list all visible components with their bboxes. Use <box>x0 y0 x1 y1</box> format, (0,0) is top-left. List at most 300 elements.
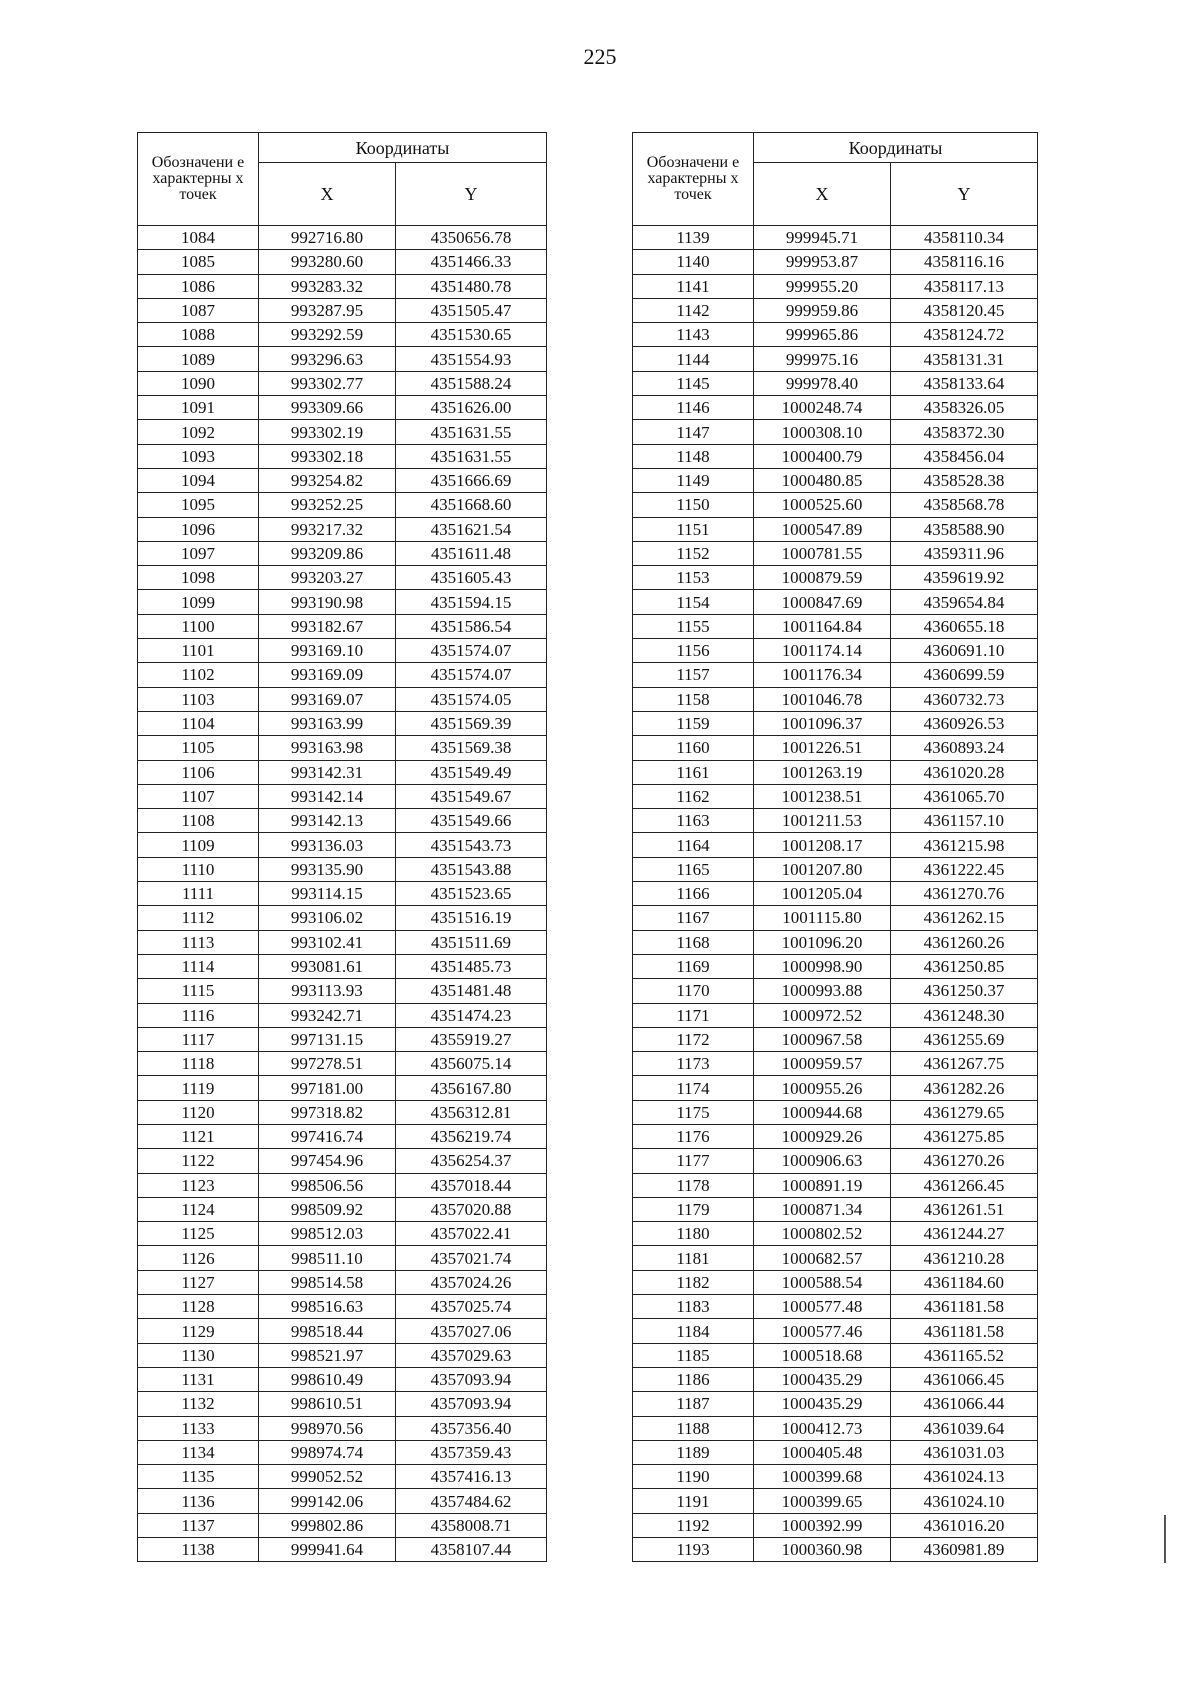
y-coordinate-cell: 4356167.80 <box>396 1076 547 1100</box>
x-coordinate-cell: 1001208.17 <box>754 833 891 857</box>
y-coordinate-cell: 4359311.96 <box>891 541 1038 565</box>
table-row <box>633 566 1038 590</box>
point-id-cell: 1171 <box>633 1003 754 1027</box>
point-id-cell: 1141 <box>633 274 754 298</box>
y-coordinate-cell: 4357356.40 <box>396 1416 547 1440</box>
x-coordinate-cell: 997454.96 <box>259 1149 396 1173</box>
x-coordinate-cell: 1001164.84 <box>754 614 891 638</box>
x-coordinate-cell: 1000879.59 <box>754 566 891 590</box>
table-row <box>633 1489 1038 1513</box>
table-row <box>633 930 1038 954</box>
y-coordinate-cell: 4351474.23 <box>396 1003 547 1027</box>
table-row <box>138 226 547 250</box>
point-id-cell: 1113 <box>138 930 259 954</box>
table-row <box>633 420 1038 444</box>
point-id-cell: 1175 <box>633 1100 754 1124</box>
table-row <box>138 1319 547 1343</box>
point-id-cell: 1163 <box>633 809 754 833</box>
point-id-cell: 1142 <box>633 298 754 322</box>
point-id-cell: 1181 <box>633 1246 754 1270</box>
point-id-cell: 1166 <box>633 882 754 906</box>
point-id-cell: 1182 <box>633 1270 754 1294</box>
y-coordinate-cell: 4358110.34 <box>891 226 1038 250</box>
x-coordinate-cell: 1000682.57 <box>754 1246 891 1270</box>
x-coordinate-cell: 998518.44 <box>259 1319 396 1343</box>
x-coordinate-cell: 998521.97 <box>259 1343 396 1367</box>
x-coordinate-cell: 1001226.51 <box>754 736 891 760</box>
table-row <box>138 614 547 638</box>
table-row <box>138 1222 547 1246</box>
y-coordinate-cell: 4351569.38 <box>396 736 547 760</box>
point-id-cell: 1092 <box>138 420 259 444</box>
y-coordinate-cell: 4358008.71 <box>396 1513 547 1537</box>
x-coordinate-cell: 1000967.58 <box>754 1027 891 1051</box>
x-coordinate-cell: 999965.86 <box>754 323 891 347</box>
y-coordinate-cell: 4361065.70 <box>891 784 1038 808</box>
y-coordinate-cell: 4356075.14 <box>396 1052 547 1076</box>
point-id-cell: 1157 <box>633 663 754 687</box>
point-id-cell: 1125 <box>138 1222 259 1246</box>
y-coordinate-cell: 4351631.55 <box>396 444 547 468</box>
scan-edge-mark <box>1164 1515 1166 1563</box>
y-coordinate-cell: 4361279.65 <box>891 1100 1038 1124</box>
point-id-cell: 1111 <box>138 882 259 906</box>
y-coordinate-cell: 4351543.88 <box>396 857 547 881</box>
x-coordinate-cell: 1000525.60 <box>754 493 891 517</box>
point-id-cell: 1152 <box>633 541 754 565</box>
table-row <box>138 1538 547 1562</box>
point-id-cell: 1180 <box>633 1222 754 1246</box>
point-id-cell: 1178 <box>633 1173 754 1197</box>
table-row <box>138 1003 547 1027</box>
x-coordinate-cell: 998610.49 <box>259 1367 396 1391</box>
table-row <box>138 639 547 663</box>
coordinates-rows-right <box>633 226 1038 1562</box>
y-coordinate-cell: 4351668.60 <box>396 493 547 517</box>
table-row <box>633 882 1038 906</box>
table-row <box>138 687 547 711</box>
x-coordinate-cell: 1000906.63 <box>754 1149 891 1173</box>
table-row <box>138 1489 547 1513</box>
x-header: X <box>259 163 396 226</box>
table-row <box>633 663 1038 687</box>
point-id-cell: 1116 <box>138 1003 259 1027</box>
point-id-cell: 1127 <box>138 1270 259 1294</box>
table-row <box>633 954 1038 978</box>
x-coordinate-cell: 998509.92 <box>259 1197 396 1221</box>
table-row <box>138 1149 547 1173</box>
table-row <box>138 784 547 808</box>
y-coordinate-cell: 4351481.48 <box>396 979 547 1003</box>
point-id-cell: 1121 <box>138 1124 259 1148</box>
point-id-cell: 1164 <box>633 833 754 857</box>
x-coordinate-cell: 1000847.69 <box>754 590 891 614</box>
table-row <box>138 906 547 930</box>
y-coordinate-cell: 4351505.47 <box>396 298 547 322</box>
table-row <box>633 833 1038 857</box>
x-coordinate-cell: 1000480.85 <box>754 468 891 492</box>
point-id-cell: 1090 <box>138 371 259 395</box>
x-coordinate-cell: 998506.56 <box>259 1173 396 1197</box>
point-id-cell: 1106 <box>138 760 259 784</box>
table-row <box>138 274 547 298</box>
point-label-header: Обозначени е характерны х точек <box>633 133 754 226</box>
x-coordinate-cell: 998970.56 <box>259 1416 396 1440</box>
point-id-cell: 1138 <box>138 1538 259 1562</box>
x-coordinate-cell: 999953.87 <box>754 250 891 274</box>
y-coordinate-cell: 4356254.37 <box>396 1149 547 1173</box>
y-coordinate-cell: 4351511.69 <box>396 930 547 954</box>
table-row <box>633 979 1038 1003</box>
table-row <box>633 1416 1038 1440</box>
point-id-cell: 1139 <box>633 226 754 250</box>
x-coordinate-cell: 999959.86 <box>754 298 891 322</box>
point-id-cell: 1112 <box>138 906 259 930</box>
point-id-cell: 1148 <box>633 444 754 468</box>
point-id-cell: 1193 <box>633 1538 754 1562</box>
y-coordinate-cell: 4358131.31 <box>891 347 1038 371</box>
table-row <box>633 1003 1038 1027</box>
table-row <box>138 1270 547 1294</box>
table-row <box>138 590 547 614</box>
point-id-cell: 1100 <box>138 614 259 638</box>
x-coordinate-cell: 999052.52 <box>259 1465 396 1489</box>
point-id-cell: 1135 <box>138 1465 259 1489</box>
y-coordinate-cell: 4351666.69 <box>396 468 547 492</box>
x-coordinate-cell: 998610.51 <box>259 1392 396 1416</box>
y-coordinate-cell: 4361020.28 <box>891 760 1038 784</box>
point-id-cell: 1117 <box>138 1027 259 1051</box>
x-coordinate-cell: 993163.98 <box>259 736 396 760</box>
point-id-cell: 1133 <box>138 1416 259 1440</box>
point-id-cell: 1155 <box>633 614 754 638</box>
y-coordinate-cell: 4360893.24 <box>891 736 1038 760</box>
table-row <box>138 298 547 322</box>
y-coordinate-cell: 4357359.43 <box>396 1440 547 1464</box>
point-id-cell: 1145 <box>633 371 754 395</box>
point-id-cell: 1168 <box>633 930 754 954</box>
point-id-cell: 1159 <box>633 711 754 735</box>
y-coordinate-cell: 4360699.59 <box>891 663 1038 687</box>
y-coordinate-cell: 4361244.27 <box>891 1222 1038 1246</box>
coordinates-header: Координаты <box>754 133 1038 163</box>
y-coordinate-cell: 4361222.45 <box>891 857 1038 881</box>
table-row <box>138 396 547 420</box>
table-row <box>633 1440 1038 1464</box>
y-coordinate-cell: 4361210.28 <box>891 1246 1038 1270</box>
y-coordinate-cell: 4361157.10 <box>891 809 1038 833</box>
table-row <box>633 1367 1038 1391</box>
y-coordinate-cell: 4351569.39 <box>396 711 547 735</box>
x-coordinate-cell: 999978.40 <box>754 371 891 395</box>
x-coordinate-cell: 993169.09 <box>259 663 396 687</box>
point-id-cell: 1089 <box>138 347 259 371</box>
table-row <box>138 1416 547 1440</box>
point-id-cell: 1162 <box>633 784 754 808</box>
x-coordinate-cell: 1000929.26 <box>754 1124 891 1148</box>
y-coordinate-cell: 4361184.60 <box>891 1270 1038 1294</box>
coordinates-rows-left <box>138 226 547 1562</box>
table-row <box>138 1465 547 1489</box>
point-id-cell: 1118 <box>138 1052 259 1076</box>
point-id-cell: 1154 <box>633 590 754 614</box>
point-id-cell: 1122 <box>138 1149 259 1173</box>
y-coordinate-cell: 4351621.54 <box>396 517 547 541</box>
x-coordinate-cell: 1001263.19 <box>754 760 891 784</box>
y-coordinate-cell: 4351574.07 <box>396 639 547 663</box>
x-coordinate-cell: 993190.98 <box>259 590 396 614</box>
y-coordinate-cell: 4351588.24 <box>396 371 547 395</box>
point-id-cell: 1143 <box>633 323 754 347</box>
point-id-cell: 1097 <box>138 541 259 565</box>
x-coordinate-cell: 1000588.54 <box>754 1270 891 1294</box>
point-id-cell: 1087 <box>138 298 259 322</box>
table-row <box>138 1392 547 1416</box>
y-coordinate-cell: 4351586.54 <box>396 614 547 638</box>
x-coordinate-cell: 1001205.04 <box>754 882 891 906</box>
point-id-cell: 1156 <box>633 639 754 663</box>
table-row <box>138 420 547 444</box>
y-coordinate-cell: 4361248.30 <box>891 1003 1038 1027</box>
table-row <box>138 760 547 784</box>
x-coordinate-cell: 993142.14 <box>259 784 396 808</box>
x-coordinate-cell: 993302.77 <box>259 371 396 395</box>
x-coordinate-cell: 1000577.48 <box>754 1295 891 1319</box>
x-coordinate-cell: 1000405.48 <box>754 1440 891 1464</box>
x-coordinate-cell: 1000435.29 <box>754 1367 891 1391</box>
x-coordinate-cell: 993296.63 <box>259 347 396 371</box>
point-id-cell: 1136 <box>138 1489 259 1513</box>
point-id-cell: 1129 <box>138 1319 259 1343</box>
x-coordinate-cell: 998974.74 <box>259 1440 396 1464</box>
x-coordinate-cell: 997416.74 <box>259 1124 396 1148</box>
x-coordinate-cell: 1000308.10 <box>754 420 891 444</box>
table-row <box>138 1343 547 1367</box>
point-id-cell: 1094 <box>138 468 259 492</box>
page-number: 225 <box>583 44 617 69</box>
point-id-cell: 1147 <box>633 420 754 444</box>
point-id-cell: 1179 <box>633 1197 754 1221</box>
x-coordinate-cell: 1000993.88 <box>754 979 891 1003</box>
table-row <box>138 347 547 371</box>
point-id-cell: 1190 <box>633 1465 754 1489</box>
y-coordinate-cell: 4351466.33 <box>396 250 547 274</box>
table-row <box>138 371 547 395</box>
x-coordinate-cell: 992716.80 <box>259 226 396 250</box>
x-coordinate-cell: 993136.03 <box>259 833 396 857</box>
table-row <box>138 663 547 687</box>
point-id-cell: 1186 <box>633 1367 754 1391</box>
y-coordinate-cell: 4361275.85 <box>891 1124 1038 1148</box>
point-id-cell: 1185 <box>633 1343 754 1367</box>
point-id-cell: 1110 <box>138 857 259 881</box>
table-row <box>138 809 547 833</box>
table-row <box>138 1027 547 1051</box>
table-row <box>633 298 1038 322</box>
y-coordinate-cell: 4361250.85 <box>891 954 1038 978</box>
point-id-cell: 1084 <box>138 226 259 250</box>
point-id-cell: 1103 <box>138 687 259 711</box>
x-coordinate-cell: 999945.71 <box>754 226 891 250</box>
point-id-cell: 1188 <box>633 1416 754 1440</box>
table-row <box>633 1052 1038 1076</box>
table-row <box>138 493 547 517</box>
x-coordinate-cell: 1000955.26 <box>754 1076 891 1100</box>
y-coordinate-cell: 4361024.13 <box>891 1465 1038 1489</box>
table-row <box>138 566 547 590</box>
table-row <box>138 1076 547 1100</box>
point-id-cell: 1086 <box>138 274 259 298</box>
table-row <box>633 1392 1038 1416</box>
point-id-cell: 1165 <box>633 857 754 881</box>
y-coordinate-cell: 4351480.78 <box>396 274 547 298</box>
x-coordinate-cell: 1000998.90 <box>754 954 891 978</box>
point-id-cell: 1109 <box>138 833 259 857</box>
x-coordinate-cell: 998512.03 <box>259 1222 396 1246</box>
x-coordinate-cell: 1001096.20 <box>754 930 891 954</box>
y-coordinate-cell: 4358588.90 <box>891 517 1038 541</box>
point-id-cell: 1150 <box>633 493 754 517</box>
y-coordinate-cell: 4357024.26 <box>396 1270 547 1294</box>
x-coordinate-cell: 998514.58 <box>259 1270 396 1294</box>
x-coordinate-cell: 999941.64 <box>259 1538 396 1562</box>
point-id-cell: 1140 <box>633 250 754 274</box>
table-row <box>633 1538 1038 1562</box>
table-row <box>138 882 547 906</box>
table-row <box>633 1197 1038 1221</box>
y-coordinate-cell: 4357093.94 <box>396 1392 547 1416</box>
table-row <box>138 736 547 760</box>
x-coordinate-cell: 993242.71 <box>259 1003 396 1027</box>
x-coordinate-cell: 993113.93 <box>259 979 396 1003</box>
x-coordinate-cell: 1000547.89 <box>754 517 891 541</box>
y-coordinate-cell: 4360655.18 <box>891 614 1038 638</box>
y-coordinate-cell: 4361267.75 <box>891 1052 1038 1076</box>
point-id-cell: 1170 <box>633 979 754 1003</box>
table-row <box>633 226 1038 250</box>
y-coordinate-cell: 4360732.73 <box>891 687 1038 711</box>
y-coordinate-cell: 4351594.15 <box>396 590 547 614</box>
x-coordinate-cell: 993217.32 <box>259 517 396 541</box>
point-id-cell: 1102 <box>138 663 259 687</box>
table-row <box>633 1027 1038 1051</box>
x-coordinate-cell: 993106.02 <box>259 906 396 930</box>
y-coordinate-cell: 4357484.62 <box>396 1489 547 1513</box>
y-coordinate-cell: 4361215.98 <box>891 833 1038 857</box>
x-coordinate-cell: 993135.90 <box>259 857 396 881</box>
x-coordinate-cell: 993142.13 <box>259 809 396 833</box>
point-id-cell: 1132 <box>138 1392 259 1416</box>
table-row <box>138 444 547 468</box>
y-coordinate-cell: 4351543.73 <box>396 833 547 857</box>
table-row <box>138 541 547 565</box>
table-row <box>633 444 1038 468</box>
table-row <box>633 736 1038 760</box>
point-id-cell: 1184 <box>633 1319 754 1343</box>
point-id-cell: 1167 <box>633 906 754 930</box>
y-coordinate-cell: 4358568.78 <box>891 493 1038 517</box>
point-id-cell: 1099 <box>138 590 259 614</box>
x-coordinate-cell: 1000959.57 <box>754 1052 891 1076</box>
x-coordinate-cell: 997181.00 <box>259 1076 396 1100</box>
coordinates-table-right <box>632 132 1038 1562</box>
y-coordinate-cell: 4361255.69 <box>891 1027 1038 1051</box>
point-id-cell: 1144 <box>633 347 754 371</box>
x-coordinate-cell: 993287.95 <box>259 298 396 322</box>
table-row <box>633 468 1038 492</box>
y-coordinate-cell: 4361261.51 <box>891 1197 1038 1221</box>
table-row <box>633 347 1038 371</box>
y-coordinate-cell: 4358372.30 <box>891 420 1038 444</box>
x-coordinate-cell: 993169.07 <box>259 687 396 711</box>
y-coordinate-cell: 4358120.45 <box>891 298 1038 322</box>
x-coordinate-cell: 997131.15 <box>259 1027 396 1051</box>
point-id-cell: 1191 <box>633 1489 754 1513</box>
point-id-cell: 1134 <box>138 1440 259 1464</box>
x-coordinate-cell: 1000399.65 <box>754 1489 891 1513</box>
x-coordinate-cell: 993142.31 <box>259 760 396 784</box>
table-row <box>633 323 1038 347</box>
table-row <box>633 784 1038 808</box>
table-row <box>138 979 547 1003</box>
y-coordinate-cell: 4357029.63 <box>396 1343 547 1367</box>
table-row <box>138 323 547 347</box>
point-id-cell: 1093 <box>138 444 259 468</box>
x-coordinate-cell: 1001115.80 <box>754 906 891 930</box>
x-coordinate-cell: 1001096.37 <box>754 711 891 735</box>
x-header: X <box>754 163 891 226</box>
y-coordinate-cell: 4357022.41 <box>396 1222 547 1246</box>
y-coordinate-cell: 4360691.10 <box>891 639 1038 663</box>
y-coordinate-cell: 4351530.65 <box>396 323 547 347</box>
y-coordinate-cell: 4351485.73 <box>396 954 547 978</box>
point-id-cell: 1114 <box>138 954 259 978</box>
x-coordinate-cell: 993209.86 <box>259 541 396 565</box>
point-id-cell: 1126 <box>138 1246 259 1270</box>
y-coordinate-cell: 4359619.92 <box>891 566 1038 590</box>
y-coordinate-cell: 4351549.66 <box>396 809 547 833</box>
table-row <box>633 1295 1038 1319</box>
y-header: Y <box>891 163 1038 226</box>
point-id-cell: 1187 <box>633 1392 754 1416</box>
table-row <box>633 1465 1038 1489</box>
y-coordinate-cell: 4360981.89 <box>891 1538 1038 1562</box>
x-coordinate-cell: 1000972.52 <box>754 1003 891 1027</box>
y-coordinate-cell: 4358326.05 <box>891 396 1038 420</box>
point-id-cell: 1177 <box>633 1149 754 1173</box>
y-coordinate-cell: 4351611.48 <box>396 541 547 565</box>
point-id-cell: 1137 <box>138 1513 259 1537</box>
table-row <box>633 1246 1038 1270</box>
table-row <box>138 833 547 857</box>
table-row <box>138 930 547 954</box>
x-coordinate-cell: 993254.82 <box>259 468 396 492</box>
x-coordinate-cell: 993182.67 <box>259 614 396 638</box>
x-coordinate-cell: 997278.51 <box>259 1052 396 1076</box>
table-row <box>633 1149 1038 1173</box>
table-row <box>633 493 1038 517</box>
x-coordinate-cell: 993302.18 <box>259 444 396 468</box>
point-id-cell: 1104 <box>138 711 259 735</box>
y-coordinate-cell: 4351631.55 <box>396 420 547 444</box>
y-coordinate-cell: 4361016.20 <box>891 1513 1038 1537</box>
table-row <box>633 590 1038 614</box>
table-row <box>633 639 1038 663</box>
x-coordinate-cell: 993163.99 <box>259 711 396 735</box>
y-coordinate-cell: 4351549.49 <box>396 760 547 784</box>
y-coordinate-cell: 4361181.58 <box>891 1319 1038 1343</box>
table-row <box>633 517 1038 541</box>
